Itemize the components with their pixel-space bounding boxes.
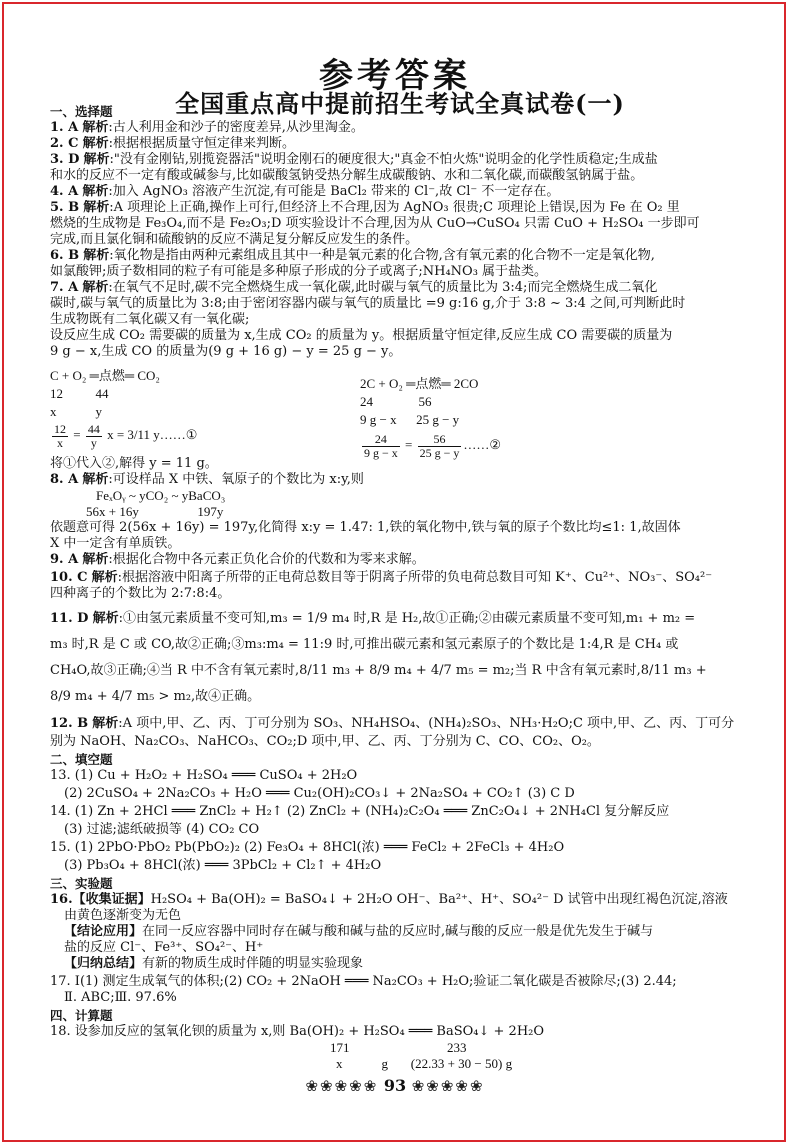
answer-18-vars: x g (22.33 + 30 − 50) g	[336, 1056, 513, 1071]
eq-carbon-monoxide: 2C + O₂ ═点燃═ 2CO	[360, 376, 479, 391]
answer-8-eq1: FeₓOᵧ ~ yCO₂ ~ yBaCO₃	[96, 488, 226, 503]
section-fill: 二、填空题	[50, 752, 113, 767]
answer-16-summary: 【归纳总结】有新的物质生成时伴随的明显实验现象	[64, 956, 364, 971]
answer-5: 5. B 解析:A 项理论上正确,操作上可行,但经济上不合理,因为 AgNO₃ 很贵;C 项理论上错误,因为 Fe 在 O₂ 里	[50, 200, 680, 215]
section-experiment: 三、实验题	[50, 876, 113, 891]
answer-14-2: (3) 过滤;滤纸破损等 (4) CO₂ CO	[64, 822, 260, 837]
answer-1: 1. A 解析:古人利用金和沙子的密度差异,从沙里淘金。	[50, 120, 364, 135]
flower-ornament-icon: ❀❀❀❀❀	[305, 1077, 379, 1095]
page-title: 参考答案	[319, 56, 471, 96]
answer-2: 2. C 解析:根据根据质量守恒定律来判断。	[50, 136, 295, 151]
section-calculation: 四、计算题	[50, 1008, 113, 1023]
eq-carbon-dioxide: C + O₂ ═点燃═ CO₂	[50, 368, 160, 383]
answer-16-conclusion-cont: 盐的反应 Cl⁻、Fe³⁺、SO₄²⁻、H⁺	[64, 940, 264, 955]
answer-16-evidence: 16.【收集证据】H₂SO₄ + Ba(OH)₂ = BaSO₄↓ + 2H₂O OH⁻、Ba²⁺、H⁺、SO₄²⁻ D 试管中出现红褐色沉淀,溶液	[50, 892, 728, 907]
answer-13-2: (2) 2CuSO₄ + 2Na₂CO₃ + H₂O ═══ Cu₂(OH)₂CO₃↓ + 2Na₂SO₄ + CO₂↑ (3) C D	[64, 786, 575, 801]
answer-11: 11. D 解析:①由氢元素质量不变可知,m₃ = 1/9 m₄ 时,R 是 H₂,故①正确;②由碳元素质量不变可知,m₁ + m₂ =	[50, 611, 696, 626]
answer-14-1: 14. (1) Zn + 2HCl ═══ ZnCl₂ + H₂↑ (2) ZnCl₂ + (NH₄)₂C₂O₄ ═══ ZnC₂O₄↓ + 2NH₄Cl 复分解反应	[50, 804, 670, 819]
page-number: 93	[383, 1076, 407, 1095]
answer-7-cont2: 生成物既有二氧化碳又有一氧化碳;	[50, 312, 250, 327]
answer-13-1: 13. (1) Cu + H₂O₂ + H₂SO₄ ═══ CuSO₄ + 2H₂O	[50, 768, 358, 783]
answer-7: 7. A 解析:在氧气不足时,碳不完全燃烧生成一氧化碳,此时碳与氧气的质量比为 3:4;而完全燃烧生成二氧化	[50, 280, 658, 295]
answer-15-2: (3) Pb₃O₄ + 8HCl(浓) ═══ 3PbCl₂ + Cl₂↑ + 4H₂O	[64, 858, 382, 873]
answer-7-cont4: 9 g − x,生成 CO 的质量为(9 g + 16 g) − y = 25 g − y。	[50, 344, 402, 359]
answer-17-2: Ⅱ. ABC;Ⅲ. 97.6%	[64, 990, 177, 1005]
section-choice: 一、选择题	[50, 104, 113, 119]
flower-ornament-icon: ❀❀❀❀❀	[411, 1077, 485, 1095]
eq-carbon-dioxide-masses: 12 44	[50, 386, 109, 401]
answer-15-1: 15. (1) 2PbO·PbO₂ Pb(PbO₂)₂ (2) Fe₃O₄ + 8HCl(浓) ═══ FeCl₂ + 2FeCl₃ + 4H₂O	[50, 840, 565, 855]
answer-3: 3. D 解析:"没有金刚钻,别揽瓷器活"说明金刚石的硬度很大;"真金不怕火炼"说明金的化学性质稳定;生成盐	[50, 152, 658, 167]
answer-10: 10. C 解析:根据溶液中阳离子所带的正电荷总数目等于阴离子所带的负电荷总数目可知 K⁺、Cu²⁺、NO₃⁻、SO₄²⁻	[50, 570, 713, 585]
answer-7-cont3: 设反应生成 CO₂ 需要碳的质量为 x,生成 CO₂ 的质量为 y。根据质量守恒定律,反应生成 CO 需要碳的质量为	[50, 328, 673, 343]
answer-8-cont: 依题意可得 2(56x + 16y) = 197y,化简得 x:y = 1.47: 1,铁的氧化物中,铁与氧的原子个数比均≤1: 1,故固体	[50, 520, 681, 535]
answer-12-cont: 别为 NaOH、Na₂CO₃、NaHCO₃、CO₂;D 项中,甲、乙、丙、丁分别为 C、CO、CO₂、O₂。	[50, 734, 600, 749]
answer-4: 4. A 解析:加入 AgNO₃ 溶液产生沉淀,有可能是 BaCl₂ 带来的 Cl⁻,故 Cl⁻ 不一定存在。	[50, 184, 560, 199]
answer-11-cont3: 8/9 m₄ + 4/7 m₅ > m₂,故④正确。	[50, 689, 261, 704]
answer-10-cont: 四种离子的个数比为 2:7:8:4。	[50, 586, 231, 601]
page-footer	[0, 1076, 790, 1095]
ratio-1: $\frac{12}{x}$ = $\frac{44}{y}$ x = 3/11 y……①	[54, 421, 198, 450]
answer-16-conclusion: 【结论应用】在同一反应容器中同时存在碱与酸和碱与盐的反应时,碱与酸的反应一般是优先发生于碱与	[64, 924, 654, 939]
answer-7-result: 将①代入②,解得 y = 11 g。	[50, 456, 218, 471]
eq-carbon-monoxide-vars: 9 g − x 25 g − y	[360, 412, 460, 427]
answer-7-cont1: 碳时,碳与氧气的质量比为 3:8;由于密闭容器内碳与氧气的质量比 =9 g:16 g,介于 3:8 ~ 3:4 之间,可判断此时	[50, 296, 686, 311]
answer-8-cont2: X 中一定含有单质铁。	[50, 536, 181, 551]
answer-9: 9. A 解析:根据化合物中各元素正负化合价的代数和为零来求解。	[50, 552, 425, 567]
answer-18-masses: 171 233	[330, 1040, 467, 1055]
answer-18: 18. 设参加反应的氢氧化钡的质量为 x,则 Ba(OH)₂ + H₂SO₄ ═══ BaSO₄↓ + 2H₂O	[50, 1024, 545, 1039]
eq-carbon-dioxide-vars: x y	[50, 404, 102, 419]
eq-carbon-monoxide-masses: 24 56	[360, 394, 432, 409]
answer-6: 6. B 解析:氧化物是指由两种元素组成且其中一种是氧元素的化合物,含有氧元素的化合物不一定是氧化物,	[50, 248, 655, 263]
ratio-2: $\frac{24}{9 g - x}$ = $\frac{56}{25 g - y}$ ……②	[364, 431, 502, 460]
answer-16-evidence-cont: 由黄色逐渐变为无色	[64, 908, 182, 923]
answer-3-cont: 和水的反应不一定有酸或碱参与,比如碳酸氢钠受热分解生成碳酸钠、水和二氧化碳,而碳酸氢钠属于盐。	[50, 168, 644, 183]
answer-8-eq2: 56x + 16y 197y	[86, 504, 224, 519]
answer-5-cont2: 完成,而且氯化铜和硫酸钠的反应不满足复分解反应发生的条件。	[50, 232, 419, 247]
answer-17-1: 17. Ⅰ(1) 测定生成氧气的体积;(2) CO₂ + 2NaOH ═══ Na₂CO₃ + H₂O;验证二氧化碳是否被除尽;(3) 2.44;	[50, 974, 677, 989]
answer-12: 12. B 解析:A 项中,甲、乙、丙、丁可分别为 SO₃、NH₄HSO₄、(NH₄)₂SO₃、NH₃·H₂O;C 项中,甲、乙、丙、丁可分	[50, 716, 735, 731]
answer-5-cont1: 燃烧的生成物是 Fe₃O₄,而不是 Fe₂O₃;D 项实验设计不合理,因为从 CuO→CuSO₄ 只需 CuO + H₂SO₄ 一步即可	[50, 216, 700, 231]
answer-8: 8. A 解析:可设样品 X 中铁、氧原子的个数比为 x:y,则	[50, 472, 364, 487]
answer-6-cont: 如氯酸钾;质子数相同的粒子有可能是多种原子形成的分子或离子;NH₄NO₃ 属于盐类。	[50, 264, 548, 279]
answer-11-cont2: CH₄O,故③正确;④当 R 中不含有氧元素时,8/11 m₃ + 8/9 m₄ + 4/7 m₅ = m₂;当 R 中含有氧元素时,8/11 m₃ +	[50, 663, 707, 678]
answer-11-cont1: m₃ 时,R 是 C 或 CO,故②正确;③m₃:m₄ = 11:9 时,可推出碳元素和氢元素原子的个数比是 1:4,R 是 CH₄ 或	[50, 637, 679, 652]
exam-title: 全国重点高中提前招生考试全真试卷(一)	[175, 89, 625, 118]
